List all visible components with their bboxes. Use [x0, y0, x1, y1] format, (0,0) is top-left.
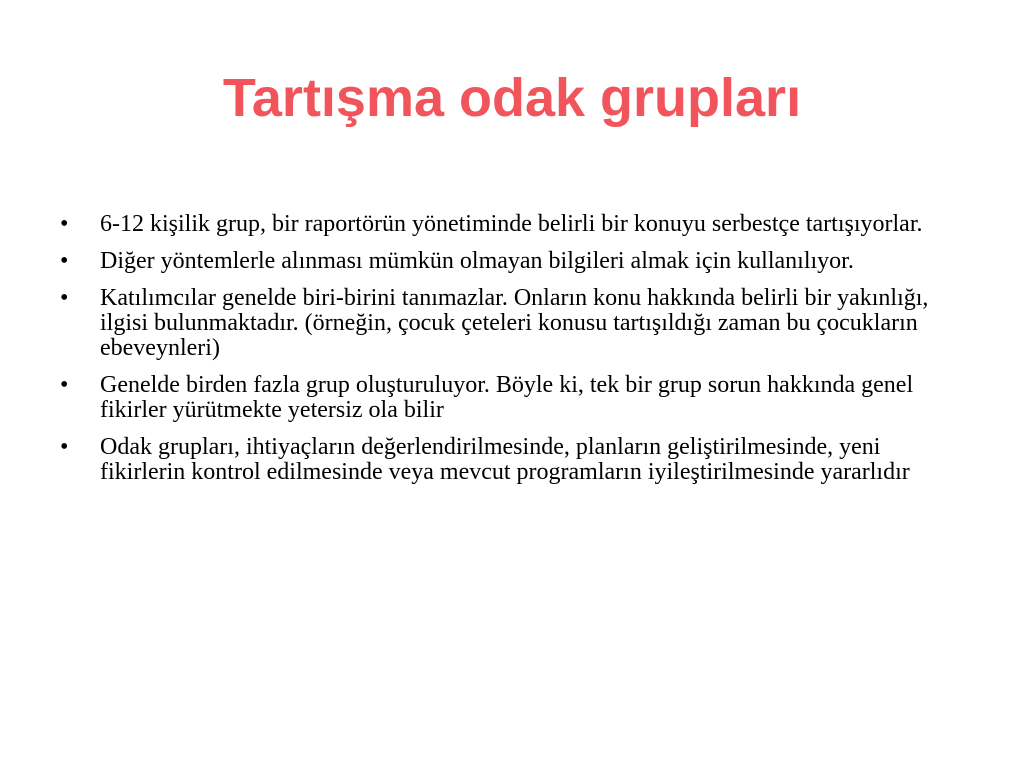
bullet-item [60, 286, 940, 361]
bullet-text: 6-12 kişilik grup, bir raportörün yönetiminde belirli bir konuyu serbestçe tartışıyorlar. [100, 211, 923, 237]
bullet-item [60, 212, 940, 237]
bullet-text: Katılımcılar genelde biri-birini tanımazlar. Onların konu hakkında belirli bir yakınlığı, ilgisi bulunmaktadır. (örneğin, çocuk çeteleri konusu tartışıldığı zaman bu çocukların ebeveynleri) [100, 285, 929, 361]
bullet-icon: • [60, 248, 69, 274]
bullet-item [60, 249, 940, 274]
bullet-icon: • [60, 434, 69, 460]
bullet-item [60, 373, 940, 423]
bullet-text: Diğer yöntemlerle alınması mümkün olmayan bilgileri almak için kullanılıyor. [100, 248, 854, 274]
bullet-text: Odak grupları, ihtiyaçların değerlendirilmesinde, planların geliştirilmesinde, yeni fikirlerin kontrol edilmesinde veya mevcut programların iyileştirilmesinde yararlıdır [100, 434, 910, 485]
bullet-icon: • [60, 372, 69, 398]
slide-title: Tartışma odak grupları [222, 68, 802, 128]
bullet-list [60, 212, 940, 497]
bullet-text: Genelde birden fazla grup oluşturuluyor. Böyle ki, tek bir grup sorun hakkında genel fikirler yürütmekte yetersiz ola bilir [100, 372, 914, 423]
bullet-icon: • [60, 211, 69, 237]
bullet-item [60, 435, 940, 485]
bullet-icon: • [60, 285, 69, 311]
